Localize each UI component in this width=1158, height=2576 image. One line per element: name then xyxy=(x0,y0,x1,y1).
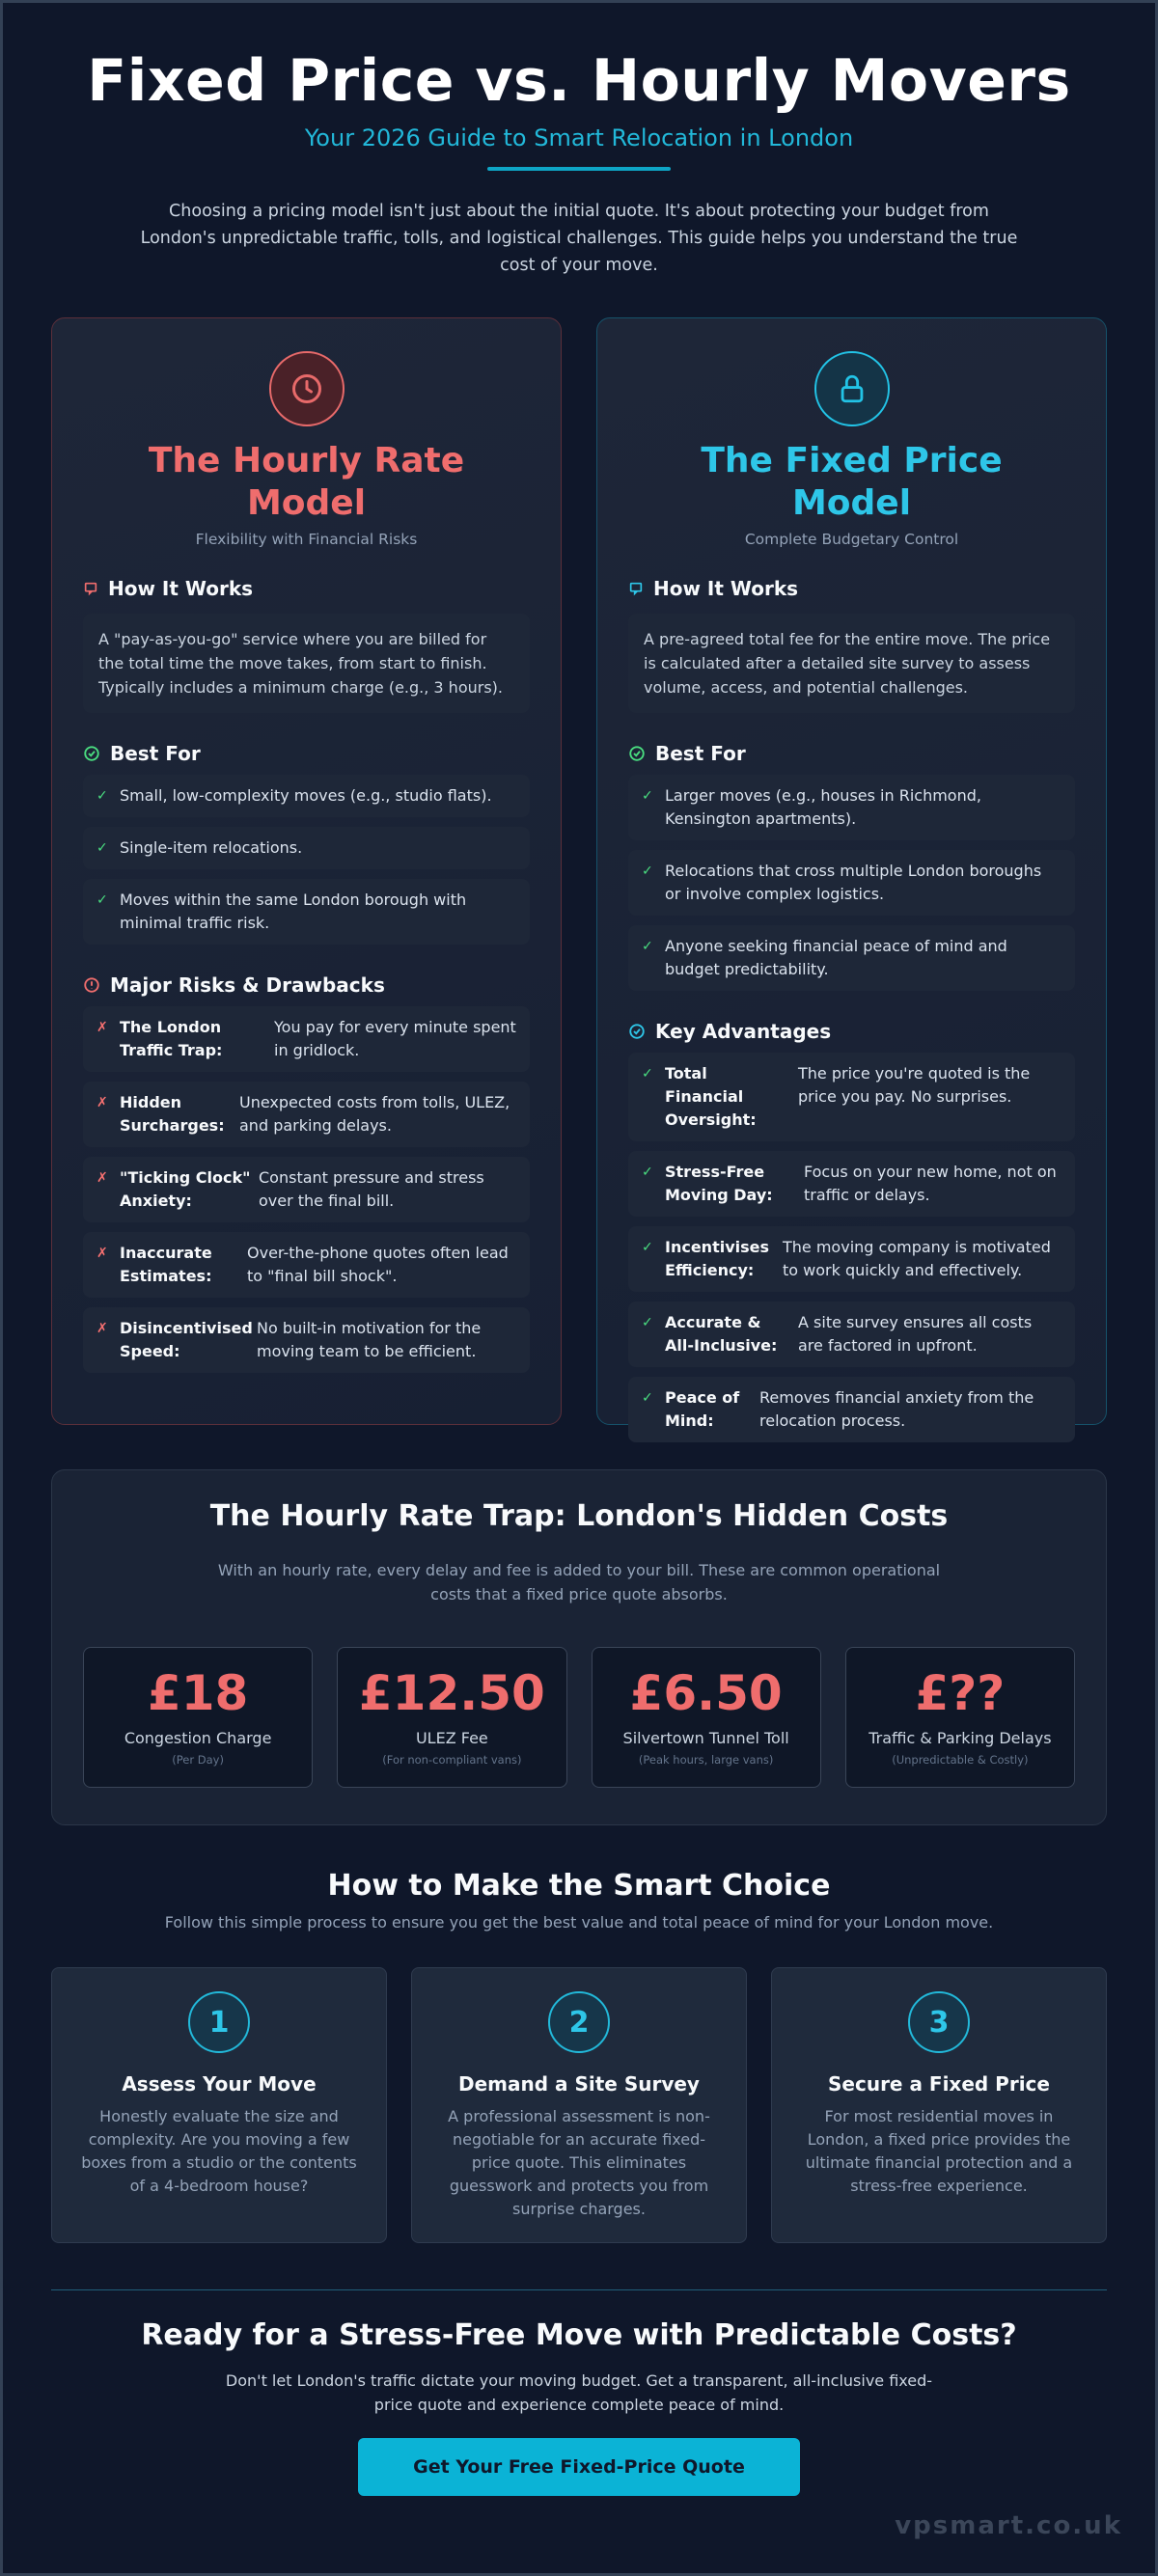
chat-icon xyxy=(83,581,98,596)
hidden-costs-description: With an hourly rate, every delay and fee is added to your bill. These are common operational costs that a fixed price quote absorbs. xyxy=(217,1561,941,1603)
check-circle-icon xyxy=(628,745,646,762)
check-icon: ✓ xyxy=(642,1390,653,1406)
cost-note: (Unpredictable & Costly) xyxy=(892,1753,1029,1767)
cost-card xyxy=(83,1647,313,1788)
header-divider xyxy=(487,167,671,171)
cost-value: £18 xyxy=(147,1665,249,1721)
check-icon: ✓ xyxy=(642,1240,653,1255)
fixed-how-heading: How It Works xyxy=(628,577,1075,600)
cost-card xyxy=(845,1647,1075,1788)
check-icon: ✓ xyxy=(642,1165,653,1180)
cost-card xyxy=(337,1647,566,1788)
hourly-subtitle: Flexibility with Financial Risks xyxy=(195,531,418,548)
cta-title: Ready for a Stress-Free Move with Predictable Costs? xyxy=(141,2318,1017,2352)
advantage-item: ✓ Peace of Mind: Removes financial anxiety from the relocation process. xyxy=(628,1377,1075,1442)
brand-watermark: vpsmart.co.uk xyxy=(895,2511,1122,2540)
step-number: 1 xyxy=(188,1991,250,2053)
hourly-risks-heading: Major Risks & Drawbacks xyxy=(83,973,530,997)
list-item: ✓ Larger moves (e.g., houses in Richmond, Kensington apartments). xyxy=(628,775,1075,840)
check-icon: ✓ xyxy=(642,939,653,954)
fixed-subtitle: Complete Budgetary Control xyxy=(744,531,959,548)
check-circle-icon xyxy=(83,745,100,762)
cost-list xyxy=(83,1647,1075,1788)
step-title: Demand a Site Survey xyxy=(458,2072,700,2096)
clock-icon xyxy=(269,351,345,426)
page-subtitle: Your 2026 Guide to Smart Relocation in London xyxy=(304,124,854,151)
fixed-best-heading: Best For xyxy=(628,742,1075,765)
cost-note: (Per Day) xyxy=(172,1753,224,1767)
cost-name: ULEZ Fee xyxy=(415,1729,488,1747)
cross-icon: ✗ xyxy=(96,1095,108,1110)
check-icon: ✓ xyxy=(642,1315,653,1330)
list-item: ✓ Relocations that cross multiple London boroughs or involve complex logistics. xyxy=(628,850,1075,916)
step-title: Assess Your Move xyxy=(122,2072,317,2096)
fixed-title: The Fixed Price Model xyxy=(701,441,1003,523)
header xyxy=(3,3,1155,279)
cost-name: Silvertown Tunnel Toll xyxy=(622,1729,789,1747)
step-card xyxy=(51,1967,387,2243)
lock-icon xyxy=(814,351,890,426)
step-description: A professional assessment is non-negotiable for an accurate fixed-price quote. This eliminates guesswork and protects you from surprise charges. xyxy=(448,2107,710,2218)
fixed-card xyxy=(596,317,1107,1430)
check-icon: ✓ xyxy=(642,863,653,879)
list-item: ✓ Small, low-complexity moves (e.g., studio flats). xyxy=(83,775,530,817)
comparison-section xyxy=(51,317,1107,1430)
check-icon: ✓ xyxy=(96,892,108,908)
step-number: 3 xyxy=(908,1991,970,2053)
cost-name: Traffic & Parking Delays xyxy=(868,1729,1052,1747)
steps-title: How to Make the Smart Choice xyxy=(327,1869,831,1903)
hourly-best-heading: Best For xyxy=(83,742,530,765)
list-item: ✓ Single-item relocations. xyxy=(83,827,530,869)
risk-item: ✗ The London Traffic Trap: You pay for every minute spent in gridlock. xyxy=(83,1006,530,1072)
risk-item: ✗ Hidden Surcharges: Unexpected costs from tolls, ULEZ, and parking delays. xyxy=(83,1082,530,1147)
step-card xyxy=(411,1967,747,2243)
check-icon: ✓ xyxy=(642,1066,653,1082)
cta-divider xyxy=(51,2289,1107,2290)
check-icon: ✓ xyxy=(642,788,653,804)
chat-icon xyxy=(628,581,644,596)
cross-icon: ✗ xyxy=(96,1020,108,1035)
cost-note: (For non-compliant vans) xyxy=(382,1753,522,1767)
cost-note: (Peak hours, large vans) xyxy=(638,1753,774,1767)
steps-description: Follow this simple process to ensure you get the best value and total peace of mind for your London move. xyxy=(164,1913,994,1932)
hourly-card xyxy=(51,317,562,1425)
cross-icon: ✗ xyxy=(96,1321,108,1336)
cost-card xyxy=(592,1647,821,1788)
check-circle-icon xyxy=(628,1023,646,1040)
fixed-how-text: A pre-agreed total fee for the entire move. The price is calculated after a detailed site survey to assess volume, access, and potential challenges. xyxy=(628,614,1075,713)
advantage-item: ✓ Stress-Free Moving Day: Focus on your new home, not on traffic or delays. xyxy=(628,1151,1075,1217)
hidden-costs-title: The Hourly Rate Trap: London's Hidden Costs xyxy=(209,1499,949,1533)
hourly-title: The Hourly Rate Model xyxy=(148,441,465,523)
step-description: For most residential moves in London, a fixed price provides the ultimate financial protection and a stress-free experience. xyxy=(805,2107,1073,2195)
step-number: 2 xyxy=(548,1991,610,2053)
cost-value: £12.50 xyxy=(358,1665,545,1721)
hourly-how-heading: How It Works xyxy=(83,577,530,600)
hourly-how-text: A "pay-as-you-go" service where you are billed for the total time the move takes, from start to finish. Typically includes a minimum charge (e.g., 3 hours). xyxy=(83,614,530,713)
risk-item: ✗ Inaccurate Estimates: Over-the-phone quotes often lead to "final bill shock". xyxy=(83,1232,530,1298)
step-description: Honestly evaluate the size and complexity. Are you moving a few boxes from a studio or the contents of a 4-bedroom house? xyxy=(81,2107,357,2195)
cost-value: £?? xyxy=(915,1665,1006,1721)
step-title: Secure a Fixed Price xyxy=(828,2072,1050,2096)
cost-value: £6.50 xyxy=(629,1665,783,1721)
list-item: ✓ Moves within the same London borough with minimal traffic risk. xyxy=(83,879,530,945)
advantage-item: ✓ Accurate & All-Inclusive: A site survey ensures all costs are factored in upfront. xyxy=(628,1302,1075,1367)
step-card xyxy=(771,1967,1107,2243)
list-item: ✓ Anyone seeking financial peace of mind and budget predictability. xyxy=(628,925,1075,991)
cta-description: Don't let London's traffic dictate your moving budget. Get a transparent, all-inclusive fixed-price quote and experience complete peace of mind. xyxy=(225,2371,933,2414)
fixed-adv-heading: Key Advantages xyxy=(628,1020,1075,1043)
advantage-item: ✓ Incentivises Efficiency: The moving company is motivated to work quickly and effectively. xyxy=(628,1226,1075,1292)
intro-text: Choosing a pricing model isn't just about the initial quote. It's about protecting your budget from London's unpredictable traffic, tolls, and logistical challenges. This guide helps you understand the true cost of your move. xyxy=(140,202,1018,275)
get-quote-button[interactable]: Get Your Free Fixed-Price Quote xyxy=(358,2438,800,2496)
cost-name: Congestion Charge xyxy=(124,1729,272,1747)
check-icon: ✓ xyxy=(96,788,108,804)
steps-list xyxy=(51,1967,1107,2243)
page-title: Fixed Price vs. Hourly Movers xyxy=(87,47,1071,115)
alert-icon xyxy=(83,976,100,994)
check-icon: ✓ xyxy=(96,840,108,856)
cross-icon: ✗ xyxy=(96,1246,108,1261)
advantage-item: ✓ Total Financial Oversight: The price you're quoted is the price you pay. No surprises. xyxy=(628,1053,1075,1141)
risk-item: ✗ "Ticking Clock" Anxiety: Constant pressure and stress over the final bill. xyxy=(83,1157,530,1222)
risk-item: ✗ Disincentivised Speed: No built-in motivation for the moving team to be efficient. xyxy=(83,1307,530,1373)
hidden-costs-section xyxy=(51,1469,1107,1825)
cross-icon: ✗ xyxy=(96,1170,108,1186)
